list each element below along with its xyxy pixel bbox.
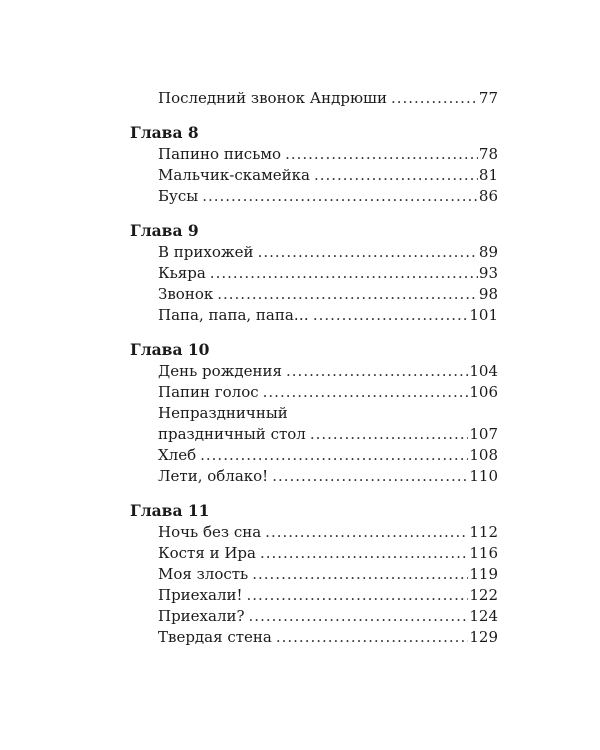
chapter-heading: Глава 9: [130, 221, 199, 240]
toc-entry: [158, 165, 498, 186]
toc-leader-dots: [200, 445, 468, 466]
toc-entry-page: 86: [478, 187, 498, 205]
toc-leader-dots: [249, 606, 469, 627]
toc-entry-page: 119: [469, 565, 498, 583]
chapter-heading: Глава 10: [130, 340, 210, 359]
toc-entry: [158, 606, 498, 627]
toc-entry-title: Твердая стена: [158, 628, 272, 646]
toc-leader-dots: [391, 88, 478, 109]
toc-entry-title: Хлеб: [158, 446, 197, 464]
toc-entry-title: Бусы: [158, 187, 199, 205]
toc-entry-page: 129: [469, 628, 498, 646]
toc-leader-dots: [285, 144, 478, 165]
toc-entry-title: Костя и Ира: [158, 544, 256, 562]
toc-leader-dots: [210, 263, 478, 284]
toc-entry-page: 106: [469, 383, 498, 401]
toc-entry: [158, 585, 498, 606]
chapter-block-9: [130, 220, 498, 326]
toc-entry-title: Папин голос: [158, 383, 259, 401]
toc-entry-page: 112: [469, 523, 498, 541]
toc-leader-dots: [263, 382, 469, 403]
toc-entry: [158, 627, 498, 648]
toc-entry-page: 77: [478, 89, 498, 107]
toc-entry-page: 101: [469, 306, 498, 324]
toc-entry: [158, 242, 498, 263]
toc-entry: [158, 186, 498, 207]
toc-entry-page: 89: [478, 243, 498, 261]
toc-entry: [158, 424, 498, 445]
toc-intro-block: [130, 88, 498, 109]
toc-entry-title: Приехали?: [158, 607, 245, 625]
toc-leader-dots: [310, 424, 469, 445]
toc-entry-title: Ночь без сна: [158, 523, 262, 541]
toc-entry-page: 110: [469, 467, 498, 485]
toc-entry-title: Последний звонок Андрюши: [158, 89, 387, 107]
toc-entry-page: 93: [478, 264, 498, 282]
toc-entry-page: 104: [469, 362, 498, 380]
toc-entry: [158, 543, 498, 564]
toc-entry: [158, 284, 498, 305]
toc-entry: [158, 305, 498, 326]
chapter-block-8: [130, 122, 498, 207]
toc-entry-title: Мальчик-скамейка: [158, 166, 310, 184]
toc-leader-dots: [265, 522, 468, 543]
toc-leader-dots: [286, 361, 468, 382]
toc-entry-page: 98: [478, 285, 498, 303]
toc-entry-title: Лети, облако!: [158, 467, 269, 485]
toc-leader-dots: [202, 186, 478, 207]
toc-entry-page: 116: [469, 544, 498, 562]
toc-leader-dots: [247, 585, 469, 606]
toc-leader-dots: [314, 165, 478, 186]
toc-entry: [158, 144, 498, 165]
toc-entry-title-line1: Непраздничный: [158, 404, 288, 422]
toc-leader-dots: [252, 564, 468, 585]
toc-entry: [158, 522, 498, 543]
toc-entry-title: В прихожей: [158, 243, 254, 261]
toc-leader-dots: [276, 627, 469, 648]
toc-entry-title: Папа, папа, папа…: [158, 306, 309, 324]
toc-entry-title: День рождения: [158, 362, 283, 380]
toc-entry-title: Приехали!: [158, 586, 243, 604]
toc-entry-title: Звонок: [158, 285, 214, 303]
toc-entry-page: 124: [469, 607, 498, 625]
toc-leader-dots: [260, 543, 468, 564]
toc-entry: [158, 564, 498, 585]
toc-entry: [158, 361, 498, 382]
toc-entry: [158, 466, 498, 487]
toc-entry-title: Кьяра: [158, 264, 206, 282]
toc-entry: [158, 382, 498, 403]
toc-entry-page: 81: [478, 166, 498, 184]
toc-leader-dots: [217, 284, 478, 305]
toc-entry-page: 108: [469, 446, 498, 464]
chapter-heading: Глава 11: [130, 501, 210, 520]
table-of-contents: [130, 88, 498, 661]
toc-entry-title: праздничный стол: [158, 425, 306, 443]
toc-entry: [158, 445, 498, 466]
toc-entry-title: Папино письмо: [158, 145, 282, 163]
chapter-block-11: [130, 500, 498, 648]
toc-entry: [158, 88, 498, 109]
toc-entry-page: 122: [469, 586, 498, 604]
toc-leader-dots: [258, 242, 478, 263]
toc-leader-dots: [272, 466, 468, 487]
toc-entry-title: Моя злость: [158, 565, 249, 583]
toc-entry-page: 78: [478, 145, 498, 163]
toc-entry: [158, 263, 498, 284]
toc-entry-page: 107: [469, 425, 498, 443]
chapter-heading: Глава 8: [130, 123, 199, 142]
toc-leader-dots: [313, 305, 469, 326]
chapter-block-10: [130, 339, 498, 487]
